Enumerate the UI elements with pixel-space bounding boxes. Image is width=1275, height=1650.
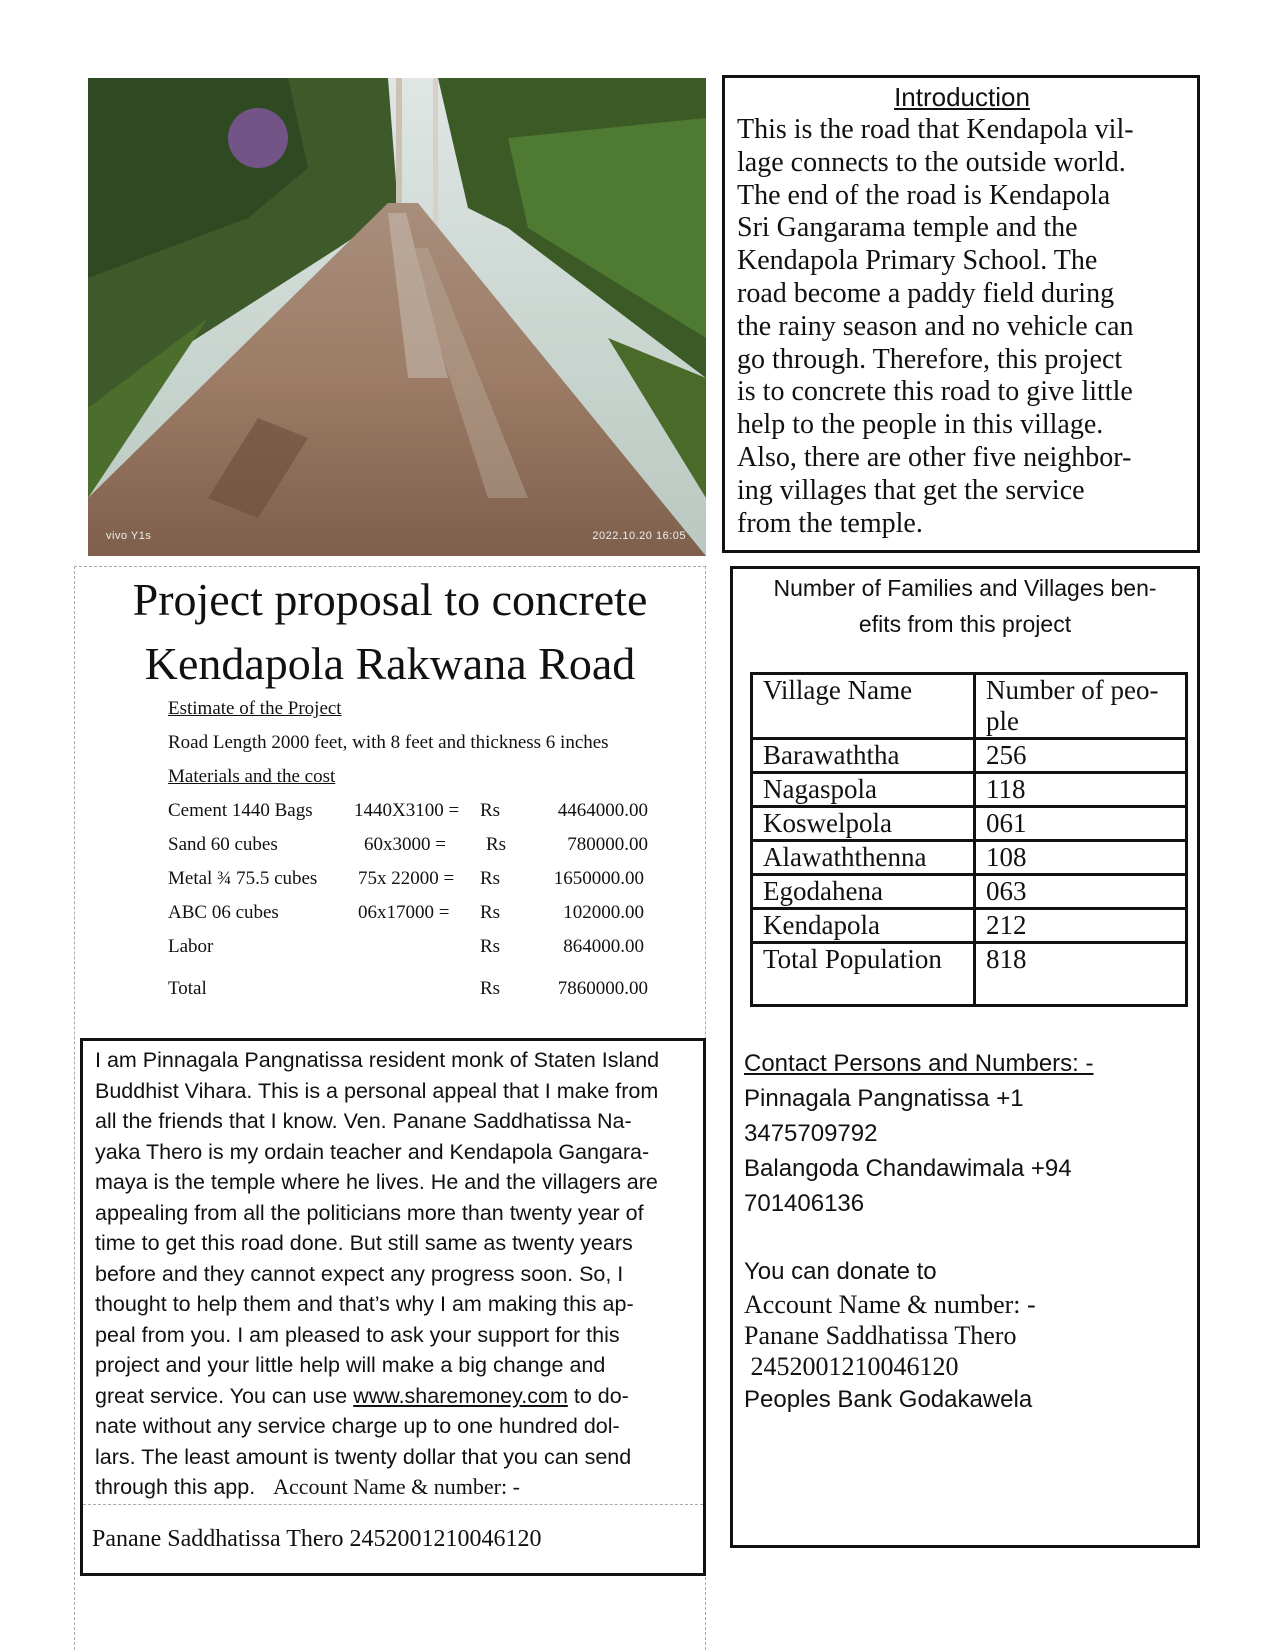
cost-total-row — [168, 972, 688, 1006]
intro-line: The end of the road is Kendapola — [737, 179, 1111, 211]
materials-heading: Materials and the cost — [168, 766, 336, 787]
appeal-line: maya is the temple where he lives. He and the villagers are — [95, 1170, 658, 1194]
intro-line: ing villages that get the service — [737, 474, 1085, 506]
cost-calc: 60x3000 = — [364, 834, 446, 855]
photo-timestamp: 2022.10.20 16:05 — [592, 530, 686, 542]
intro-line: road become a paddy field during — [737, 277, 1115, 309]
cost-amount: 7860000.00 — [557, 978, 648, 999]
table-header-row — [752, 674, 1187, 739]
road-spec: Road Length 2000 feet, with 8 feet and thickness 6 inches — [168, 732, 609, 753]
introduction-heading: Introduction — [894, 82, 1030, 112]
appeal-line-tail: to do- — [567, 1383, 629, 1408]
cost-row — [168, 930, 688, 964]
appeal-line: thought to help them and that’s why I am making this ap- — [95, 1292, 634, 1316]
table-row — [752, 739, 1187, 773]
account-label: Account Name & number: - — [744, 1290, 1036, 1319]
cost-currency: Rs — [486, 834, 507, 855]
appeal-line: all the friends that I know. Ven. Panane Saddhatissa Na- — [95, 1109, 632, 1133]
appeal-line: lars. The least amount is twenty dollar that you can send — [95, 1444, 632, 1469]
village-name: Kendapola — [752, 909, 975, 943]
families-title-line1: Number of Families and Villages ben- — [773, 575, 1157, 601]
contact-heading: Contact Persons and Numbers: - — [744, 1050, 1094, 1077]
village-name: Barawaththa — [752, 739, 975, 773]
appeal-line: through this app. — [95, 1475, 274, 1499]
village-name: Egodahena — [752, 875, 975, 909]
village-count: 108 — [975, 841, 1187, 875]
estimate-section — [168, 692, 688, 1006]
cost-currency: Rs — [480, 936, 501, 957]
appeal-divider — [83, 1504, 703, 1505]
proposal-title-line1: Project proposal to concrete — [132, 574, 648, 625]
cost-row — [168, 862, 688, 896]
introduction-box — [722, 75, 1200, 553]
contact-person2-line1: Balangoda Chandawimala +94 — [744, 1155, 1072, 1182]
header-count — [975, 674, 1187, 739]
appeal-line: great service. You can use — [95, 1383, 348, 1408]
contact-person1-line1: Pinnagala Pangnatissa +1 — [744, 1085, 1024, 1112]
intro-line: is to concrete this road to give little — [737, 376, 1133, 408]
cost-amount: 864000.00 — [563, 936, 644, 957]
appeal-line: project and your little help will make a big change and — [95, 1353, 606, 1377]
cost-row — [168, 896, 688, 930]
cost-item: Total — [168, 978, 207, 999]
account-name: Panane Saddhatissa Thero — [744, 1321, 1017, 1350]
appeal-line: Buddhist Vihara. This is a personal appeal that I make from — [95, 1078, 659, 1103]
contact-section — [744, 1046, 1184, 1417]
village-count: 118 — [975, 773, 1187, 807]
cost-calc: 75x 22000 = — [358, 868, 455, 889]
intro-line: Kendapola Primary School. The — [737, 245, 1098, 277]
intro-line: go through. Therefore, this project — [737, 343, 1123, 375]
proposal-title — [74, 568, 706, 696]
table-row — [752, 909, 1187, 943]
cost-currency: Rs — [480, 978, 501, 999]
families-title — [742, 570, 1188, 642]
population-table — [750, 672, 1188, 1007]
cost-amount: 1650000.00 — [553, 868, 644, 889]
bank-name: Peoples Bank Godakawela — [744, 1386, 1033, 1413]
header-count-line2: ple — [986, 706, 1019, 736]
village-count: 061 — [975, 807, 1187, 841]
intro-line: from the temple. — [737, 507, 923, 539]
table-row — [752, 773, 1187, 807]
account-number: 2452001210046120 — [744, 1352, 959, 1381]
intro-line: help to the people in this village. — [737, 409, 1104, 441]
appeal-line: peal from you. I am pleased to ask your support for this — [95, 1322, 620, 1347]
cost-item: Metal ¾ 75.5 cubes — [168, 868, 318, 889]
intro-line: Sri Gangarama temple and the — [737, 212, 1078, 244]
road-photo-illustration — [88, 78, 706, 556]
village-count: 818 — [975, 943, 1187, 1006]
cost-currency: Rs — [480, 800, 501, 821]
sharemoney-link[interactable]: www.sharemoney.com — [353, 1383, 568, 1408]
appeal-line: yaka Thero is my ordain teacher and Kendapola Gangara- — [95, 1139, 650, 1164]
account-label: Account Name & number: - — [273, 1474, 520, 1499]
intro-line: the rainy season and no vehicle can — [737, 310, 1134, 342]
cost-item: Sand 60 cubes — [168, 834, 278, 855]
families-title-line2: efits from this project — [858, 611, 1072, 637]
intro-line: This is the road that Kendapola vil- — [737, 114, 1134, 145]
introduction-text — [737, 114, 1187, 540]
cost-amount: 102000.00 — [563, 902, 644, 923]
cost-amount: 4464000.00 — [557, 800, 648, 821]
village-count: 063 — [975, 875, 1187, 909]
appeal-text — [95, 1045, 691, 1503]
camera-label: vivo Y1s — [106, 530, 152, 542]
road-photo — [88, 78, 706, 556]
cost-item: ABC 06 cubes — [168, 902, 279, 923]
intro-line: lage connects to the outside world. — [737, 146, 1126, 178]
cost-currency: Rs — [480, 868, 501, 889]
cost-item: Labor — [168, 936, 214, 957]
cost-item: Cement 1440 Bags — [168, 800, 313, 821]
village-count: 256 — [975, 739, 1187, 773]
estimate-heading: Estimate of the Project — [168, 698, 342, 719]
donate-line: You can donate to — [744, 1258, 937, 1285]
table-total-row — [752, 943, 1187, 1006]
cost-currency: Rs — [480, 902, 501, 923]
proposal-title-line2: Kendapola Rakwana Road — [144, 638, 636, 689]
appeal-line: time to get this road done. But still same as twenty years — [95, 1231, 633, 1255]
appeal-line: nate without any service charge up to one hundred dol- — [95, 1414, 620, 1438]
table-row — [752, 807, 1187, 841]
cost-calc: 06x17000 = — [358, 902, 450, 923]
cost-row — [168, 828, 688, 862]
appeal-box — [80, 1038, 706, 1576]
table-row — [752, 841, 1187, 875]
cost-row — [168, 794, 688, 828]
appeal-account-line: Panane Saddhatissa Thero 2452001210046120 — [92, 1526, 542, 1552]
cost-calc: 1440X3100 = — [354, 800, 460, 821]
intro-line: Also, there are other five neighbor- — [737, 441, 1132, 473]
header-count-line1: Number of peo- — [986, 675, 1159, 705]
village-name: Koswelpola — [752, 807, 975, 841]
table-row — [752, 875, 1187, 909]
contact-person2-phone: 701406136 — [744, 1190, 865, 1217]
contact-spacer — [744, 1221, 1184, 1254]
contact-person1-phone: 3475709792 — [744, 1120, 878, 1147]
cost-amount: 780000.00 — [567, 834, 648, 855]
appeal-line: I am Pinnagala Pangnatissa resident monk of Staten Island — [95, 1048, 660, 1072]
village-name: Total Population — [752, 943, 975, 1006]
appeal-line: before and they cannot expect any progress soon. So, I — [95, 1261, 624, 1286]
village-name: Nagaspola — [752, 773, 975, 807]
header-village: Village Name — [752, 674, 975, 739]
village-name: Alawaththenna — [752, 841, 975, 875]
village-count: 212 — [975, 909, 1187, 943]
appeal-line: appealing from all the politicians more than twenty year of — [95, 1200, 644, 1225]
